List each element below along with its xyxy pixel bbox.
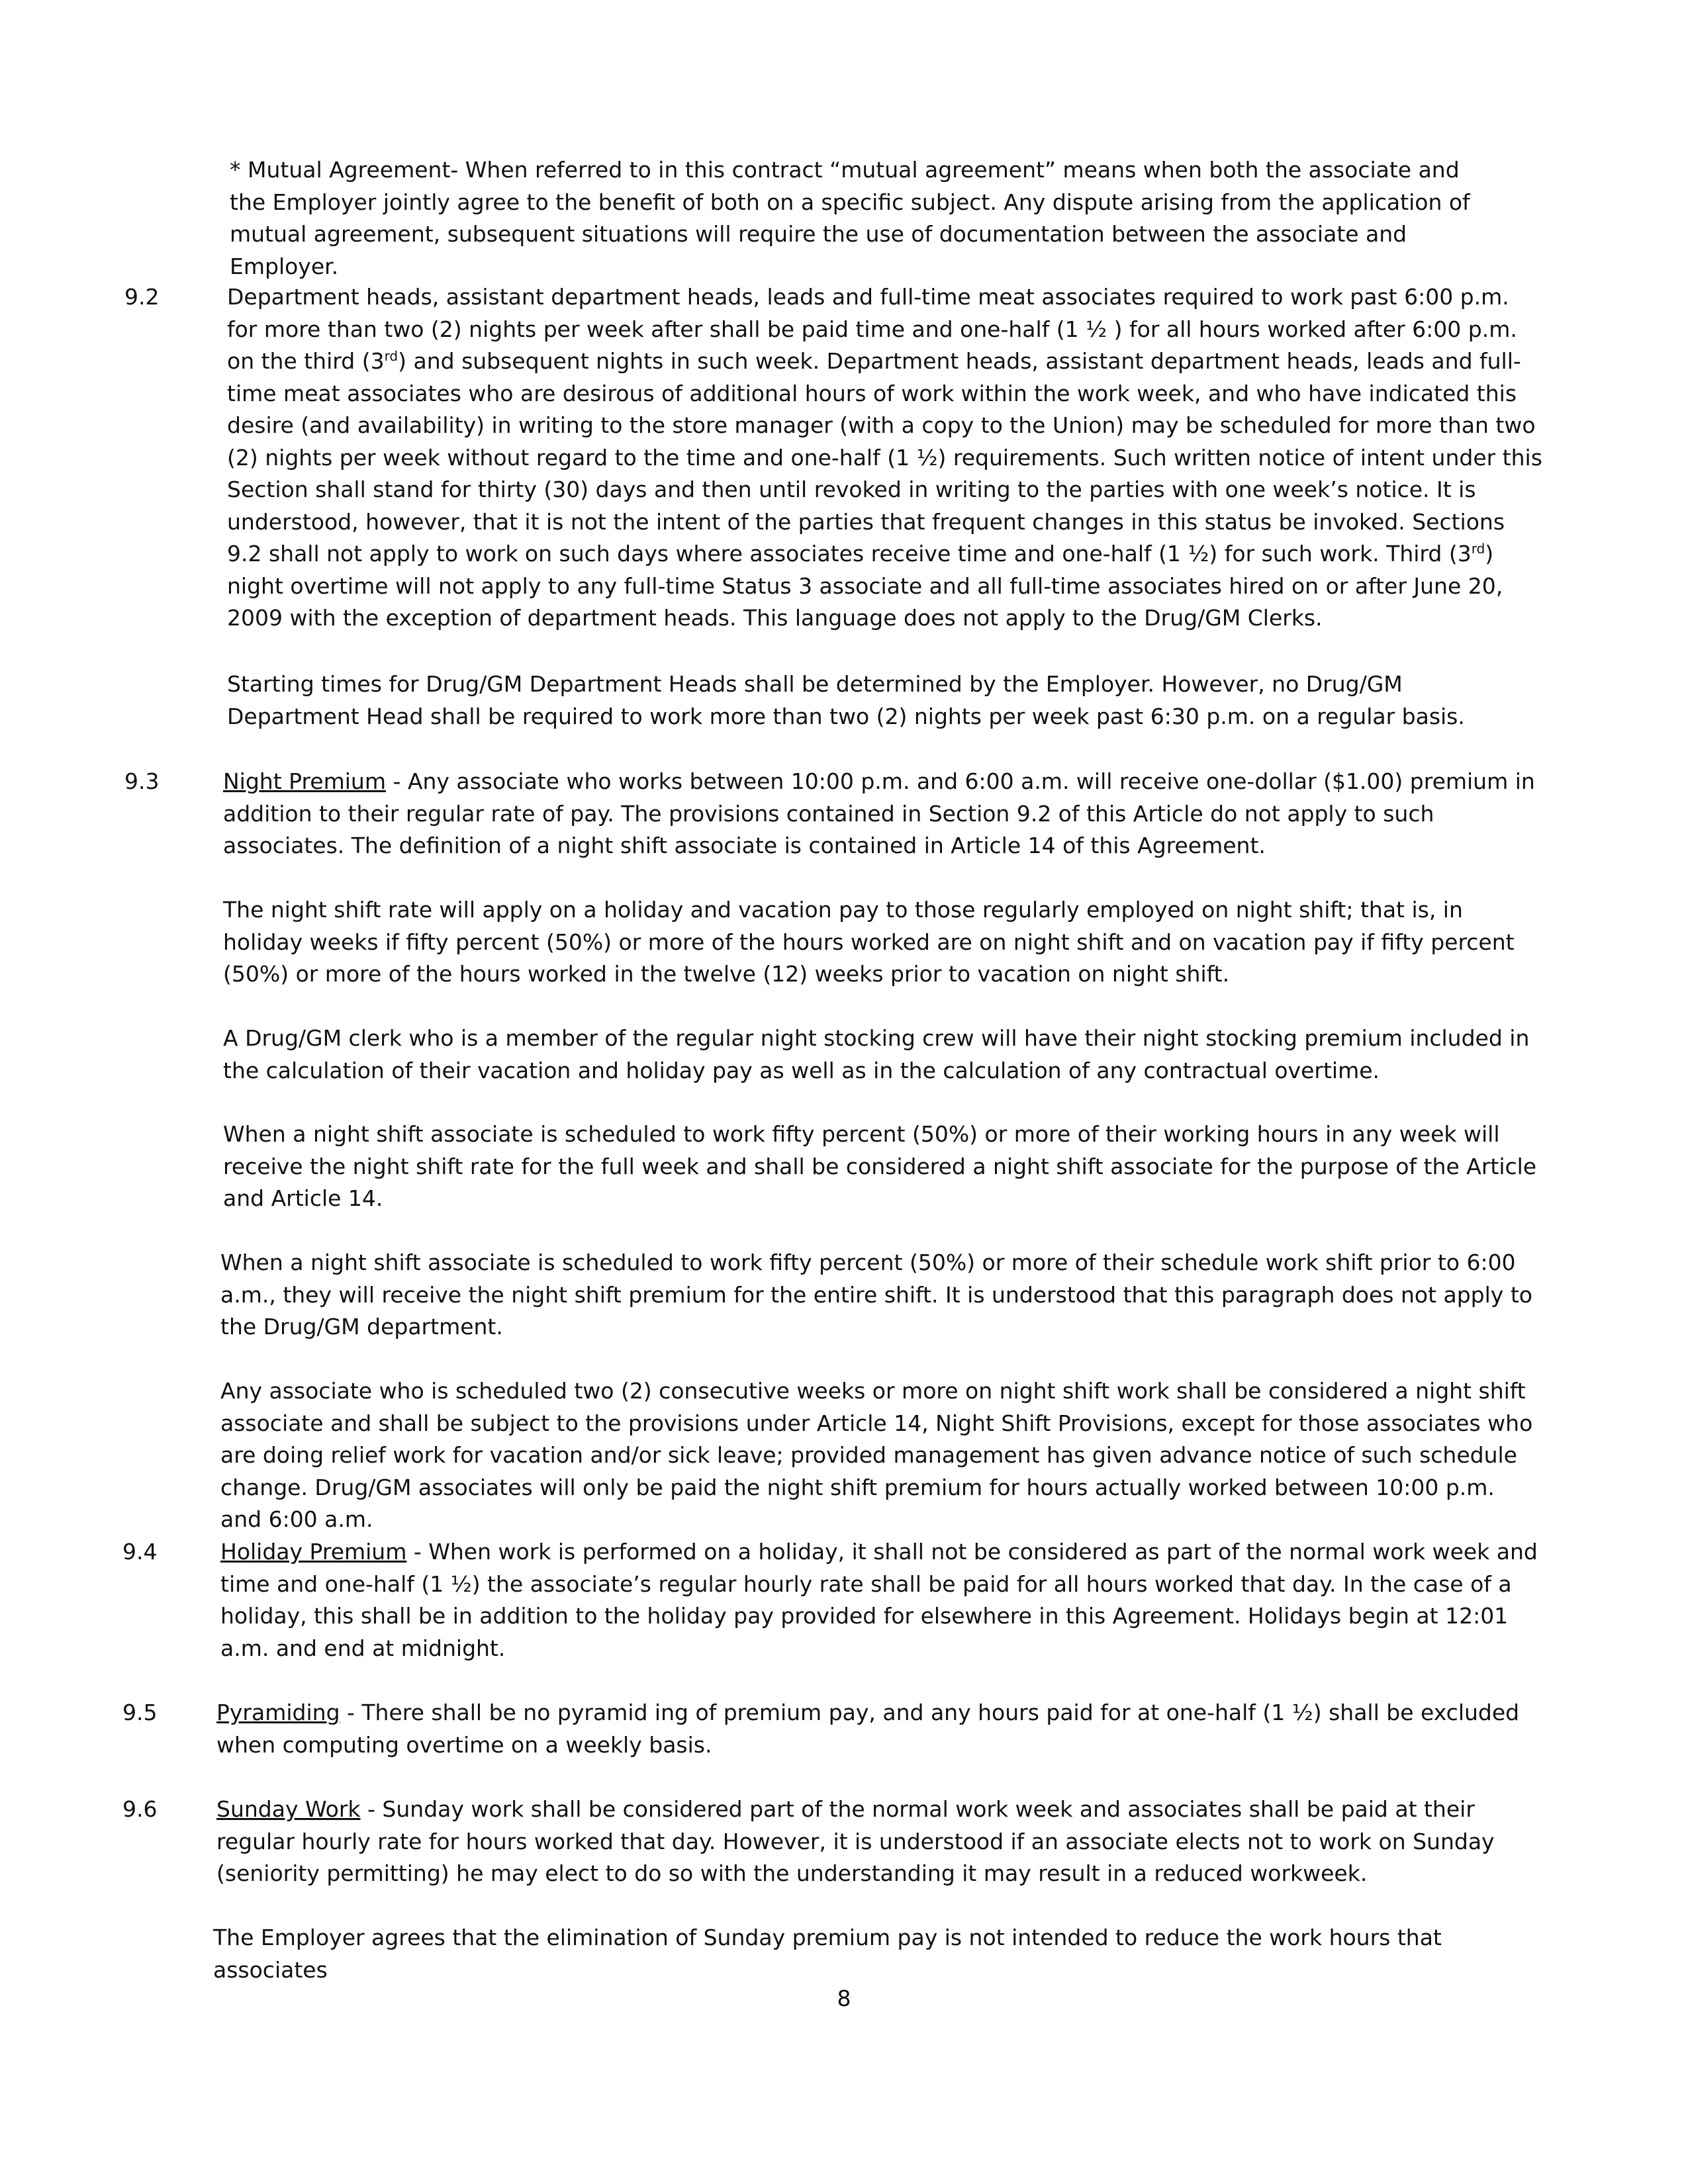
section-9-6-paragraph-2: The Employer agrees that the elimination of Sunday premium pay is not intended to reduce the work hours that associates (213, 1925, 1442, 1983)
section-9-3-paragraph-1 (223, 766, 1540, 862)
section-number-9-4: 9.4 (122, 1539, 158, 1565)
section-9-5-text: - There shall be no pyramid ing of premium pay, and any hours paid for at one-half (1 ½) shall be excluded when computing overtime on a weekly basis. (216, 1700, 1520, 1758)
section-9-6-paragraph-1 (216, 1794, 1540, 1890)
section-9-2-text-c: ) night overtime will not apply to any full-time Status 3 associate and all full-time associates hired on or after June 20, 2009 with the exception of department heads. This language does not apply to the Drug/GM Clerks. (227, 541, 1503, 631)
section-9-6-text: - Sunday work shall be considered part of the normal work week and associates shall be paid at their regular hourly rate for hours worked that day. However, it is understood if an associate elects not to work on Sunday (seniority permitting) he may elect to do so with the understanding it may result in a reduced workweek. (216, 1796, 1495, 1886)
holiday-premium-heading: Holiday Premium (220, 1539, 407, 1565)
sunday-work-heading: Sunday Work (216, 1796, 361, 1822)
page-number: 8 (837, 1985, 851, 2011)
night-premium-heading: Night Premium (223, 768, 386, 794)
section-9-2-text-b: ) and subsequent nights in such week. Department heads, assistant department heads, leads and full-time meat associates who are desirous of additional hours of work within the work week, and who have indicated this desire (and availability) in writing to the store manager (with a copy to the Union) may be scheduled for more than two (2) nights per week without regard to the time and one-half (1 ½) requirements. Such written notice of intent under this Section shall stand for thirty (30) days and then until revoked in writing to the parties with one week’s notice. It is understood, however, that it is not the intent of the parties that frequent changes in this status be invoked. Sections 9.2 shall not apply to work on such days where associates receive time and one-half (1 ½) for such work. Third (3 (227, 348, 1542, 567)
section-9-3-paragraph-6: Any associate who is scheduled two (2) consecutive weeks or more on night shift work shall be considered a night shift associate and shall be subject to the provisions under Article 14, Night Shift Provisions, except for those associates who are doing relief work for vacation and/or sick leave; provided management has given advance notice of such schedule change. Drug/GM associates will only be paid the night shift premium for hours actually worked between 10:00 p.m. and 6:00 a.m. (220, 1378, 1533, 1532)
section-9-3-paragraph-3: A Drug/GM clerk who is a member of the regular night stocking crew will have their night stocking premium included in the calculation of their vacation and holiday pay as well as in the calculation of any contractual overtime. (223, 1025, 1530, 1083)
section-9-2-text-a: Department heads, assistant department heads, leads and full-time meat associates required to work past 6:00 p.m. for more than two (2) nights per week after shall be paid time and one-half (1 ½ ) for all hours worked after 6:00 p.m. on the third (3 (227, 284, 1517, 374)
section-number-9-3: 9.3 (124, 768, 160, 794)
section-9-2-paragraph-2: Starting times for Drug/GM Department Heads shall be determined by the Employer. However, no Drug/GM Department Head shall be required to work more than two (2) nights per week past 6:30 p.m. on a regular basis. (227, 671, 1465, 729)
section-9-4-text: - When work is performed on a holiday, it shall not be considered as part of the normal work week and time and one-half (1 ½) the associate’s regular hourly rate shall be paid for all hours worked that day. In the case of a holiday, this shall be in addition to the holiday pay provided for elsewhere in this Agreement. Holidays begin at 12:01 a.m. and end at midnight. (220, 1539, 1538, 1661)
section-9-3-paragraph-2: The night shift rate will apply on a holiday and vacation pay to those regularly employed on night shift; that is, in holiday weeks if fifty percent (50%) or more of the hours worked are on night shift and on vacation pay if fifty percent (50%) or more of the hours worked in the twelve (12) weeks prior to vacation on night shift. (223, 897, 1515, 987)
section-9-3-paragraph-5: When a night shift associate is scheduled to work fifty percent (50%) or more of their schedule work shift prior to 6:00 a.m., they will receive the night shift premium for the entire shift. It is understood that this paragraph does not apply to the Drug/GM department. (220, 1250, 1532, 1340)
section-9-5-paragraph (216, 1697, 1540, 1761)
section-number-9-5: 9.5 (122, 1700, 158, 1725)
section-9-2-paragraph-1 (227, 281, 1544, 635)
section-9-4-paragraph (220, 1536, 1541, 1664)
section-9-3-paragraph-4: When a night shift associate is scheduled to work fifty percent (50%) or more of their working hours in any week will receive the night shift rate for the full week and shall be considered a night shift associate for the purpose of the Article and Article 14. (223, 1121, 1537, 1211)
section-number-9-6: 9.6 (122, 1796, 158, 1822)
section-9-3-text: - Any associate who works between 10:00 p.m. and 6:00 a.m. will receive one-dollar ($1.00) premium in addition to their regular rate of pay. The provisions contained in Section 9.2 of this Article do not apply to such associates. The definition of a night shift associate is contained in Article 14 of this Agreement. (223, 768, 1535, 858)
mutual-agreement-paragraph: * Mutual Agreement- When referred to in this contract “mutual agreement” means when both the associate and the Employer jointly agree to the benefit of both on a specific subject. Any dispute arising from the application of mutual agreement, subsequent situations will require the use of documentation between the associate and Employer. (230, 157, 1470, 279)
ordinal-superscript: rd (384, 348, 399, 364)
section-number-9-2: 9.2 (124, 284, 160, 310)
ordinal-superscript: rd (1471, 541, 1485, 557)
pyramiding-heading: Pyramiding (216, 1700, 340, 1725)
